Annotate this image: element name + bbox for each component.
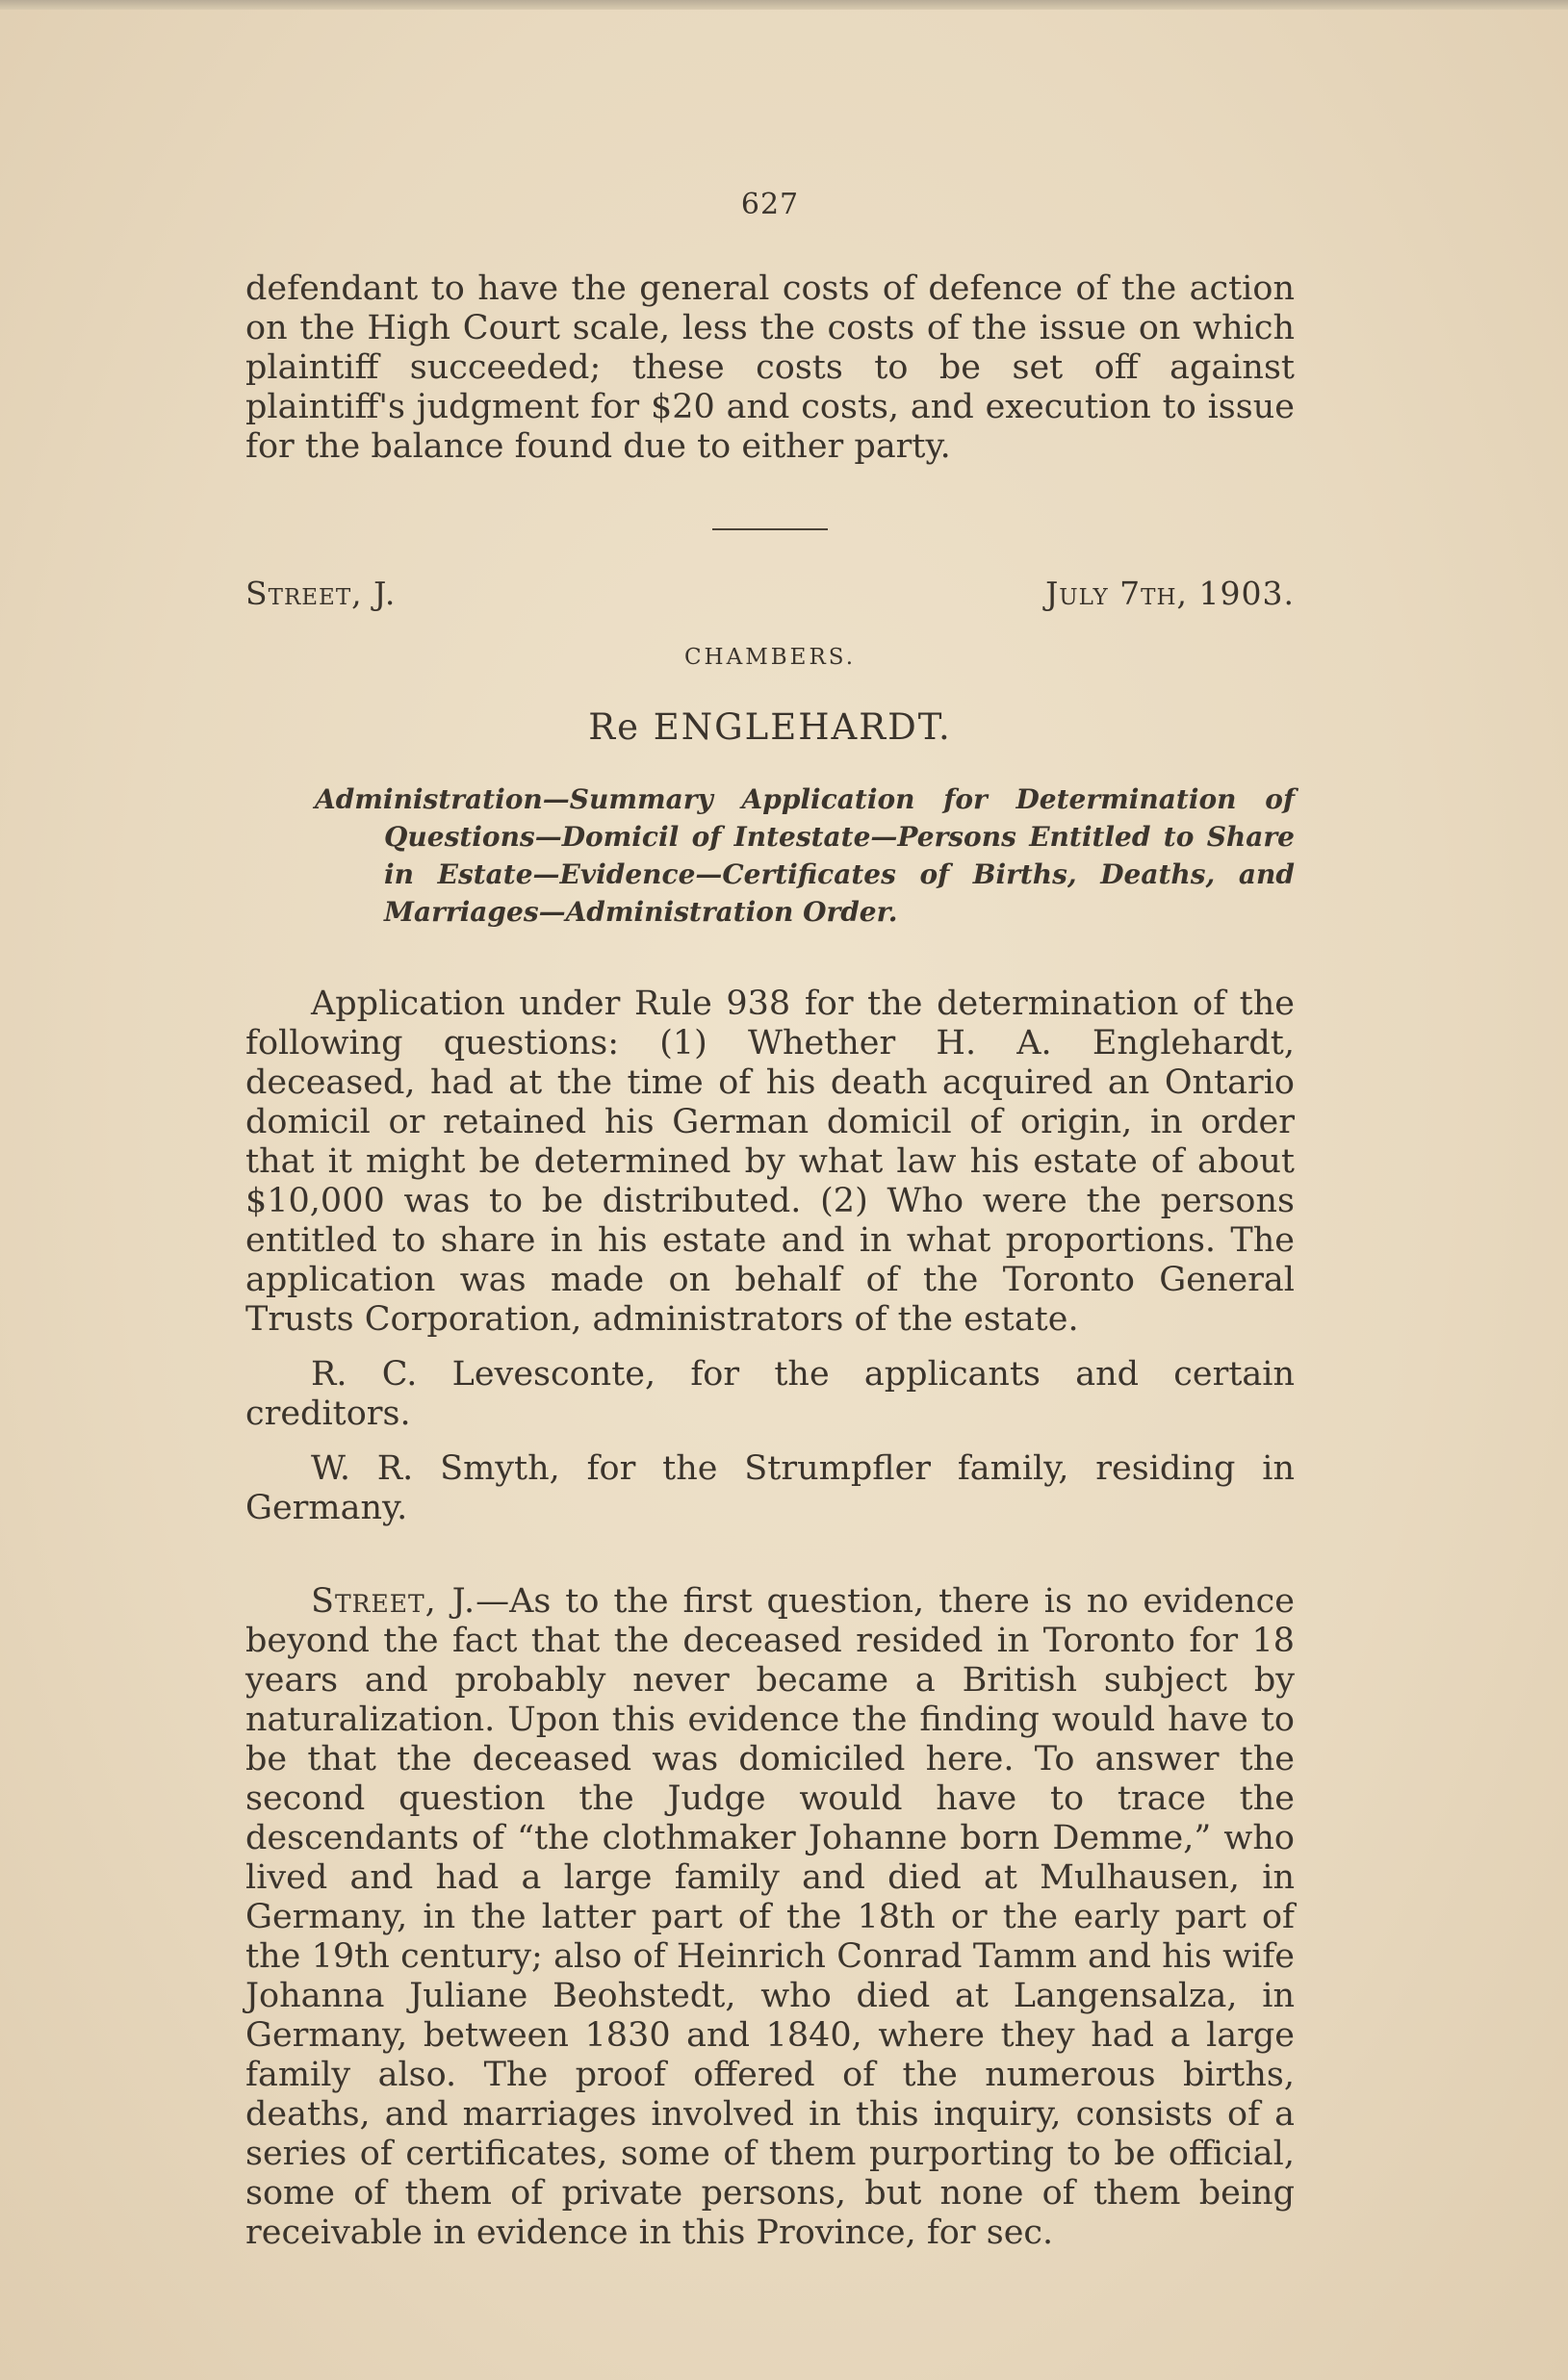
application-paragraph: Application under Rule 938 for the determination of the following questions: (1) Whether H. A. Englehardt, deceased, had at the time of his death acquired an Ontario domicil or retained his German domicil of origin, in order that it might be determined by what law his estate of about $10,000 was to be distributed. (2) Who were the persons entitled to share in his estate and in what proportions. The application was made on behalf of the Toronto General Trusts Corporation, administrators of the estate. bbox=[245, 985, 1295, 1339]
counsel-applicants: R. C. Levesconte, for the applicants and certain creditors. bbox=[245, 1355, 1295, 1433]
decision-date: July 7th, 1903. bbox=[1045, 575, 1295, 612]
page-number: 627 bbox=[740, 188, 800, 221]
judgment-speaker: Street, J. bbox=[311, 1582, 476, 1621]
document-body bbox=[245, 188, 1295, 2253]
counsel-strumpfler: W. R. Smyth, for the Strumpfler family, residing in Germany. bbox=[245, 1449, 1295, 1527]
opening-paragraph: defendant to have the general costs of defence of the action on the High Court scale, less the costs of the issue on which plaintiff succeeded; these costs to be set off against plaintiff's judgment for $20 and costs, and execution to issue for the balance found due to either party. bbox=[245, 269, 1295, 466]
judgment-paragraph bbox=[245, 1582, 1295, 2253]
case-header-row bbox=[245, 575, 1295, 612]
section-divider bbox=[712, 528, 828, 530]
judgment-text: —As to the first question, there is no evidence beyond the fact that the deceased resided in Toronto for 18 years and probably never became a British subject by naturalization. Upon this evidence the finding would have to be that the deceased was domiciled here. To answer the second question the Judge would have to trace the descendants of “the clothmaker Johanne born Demme,” who lived and had a large family and died at Mulhausen, in Germany, in the latter part of the 18th or the early part of the 19th century; also of Heinrich Conrad Tamm and his wife Johanna Juliane Beohstedt, who died at Langensalza, in Germany, between 1830 and 1840, where they had a large family also. The proof offered of the numerous births, deaths, and marriages involved in this inquiry, consists of a series of certificates, some of them purporting to be official, some of them of private persons, but none of them being receivable in evidence in this Province, for sec. bbox=[245, 1582, 1295, 2252]
top-edge-rule bbox=[0, 0, 1568, 10]
judge-name: Street, J. bbox=[245, 575, 397, 612]
headnote: Administration—Summary Application for Determination of Questions—Domicil of Intestate—Persons Entitled to Share in Estate—Evidence—Certificates of Births, Deaths, and Marriages—Administration Order. bbox=[315, 783, 1295, 928]
court-designation: CHAMBERS. bbox=[683, 645, 857, 670]
case-title: Re ENGLEHARDT. bbox=[588, 706, 952, 748]
